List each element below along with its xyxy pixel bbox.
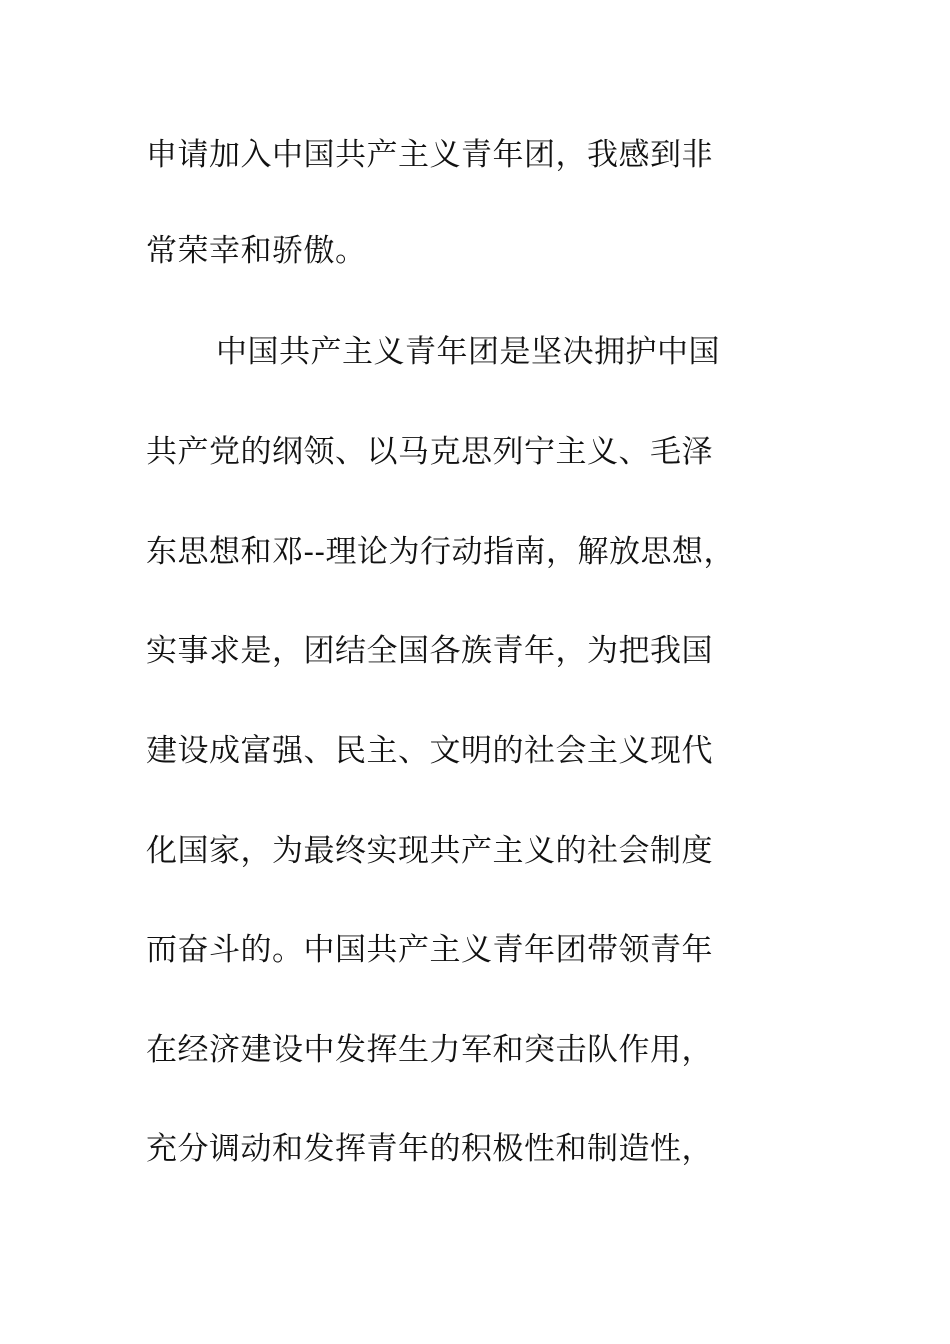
text-line: 在经济建设中发挥生力军和突击队作用， (146, 1032, 713, 1068)
text-line: 常荣幸和骄傲。 (146, 233, 367, 269)
paragraph-first-line: 中国共产主义青年团是坚决拥护中国 (216, 334, 720, 370)
text-line: 共产党的纲领、以马克思列宁主义、毛泽 (146, 434, 713, 470)
text-line: 建设成富强、民主、文明的社会主义现代 (146, 733, 713, 769)
text-line: 东思想和邓--理论为行动指南，解放思想， (146, 534, 735, 570)
text-line: 实事求是，团结全国各族青年，为把我国 (146, 633, 713, 669)
text-line: 化国家，为最终实现共产主义的社会制度 (146, 833, 713, 869)
text-line: 充分调动和发挥青年的积极性和制造性， (146, 1131, 713, 1167)
text-line: 而奋斗的。中国共产主义青年团带领青年 (146, 932, 713, 968)
text-line: 申请加入中国共产主义青年团，我感到非 (146, 137, 713, 173)
